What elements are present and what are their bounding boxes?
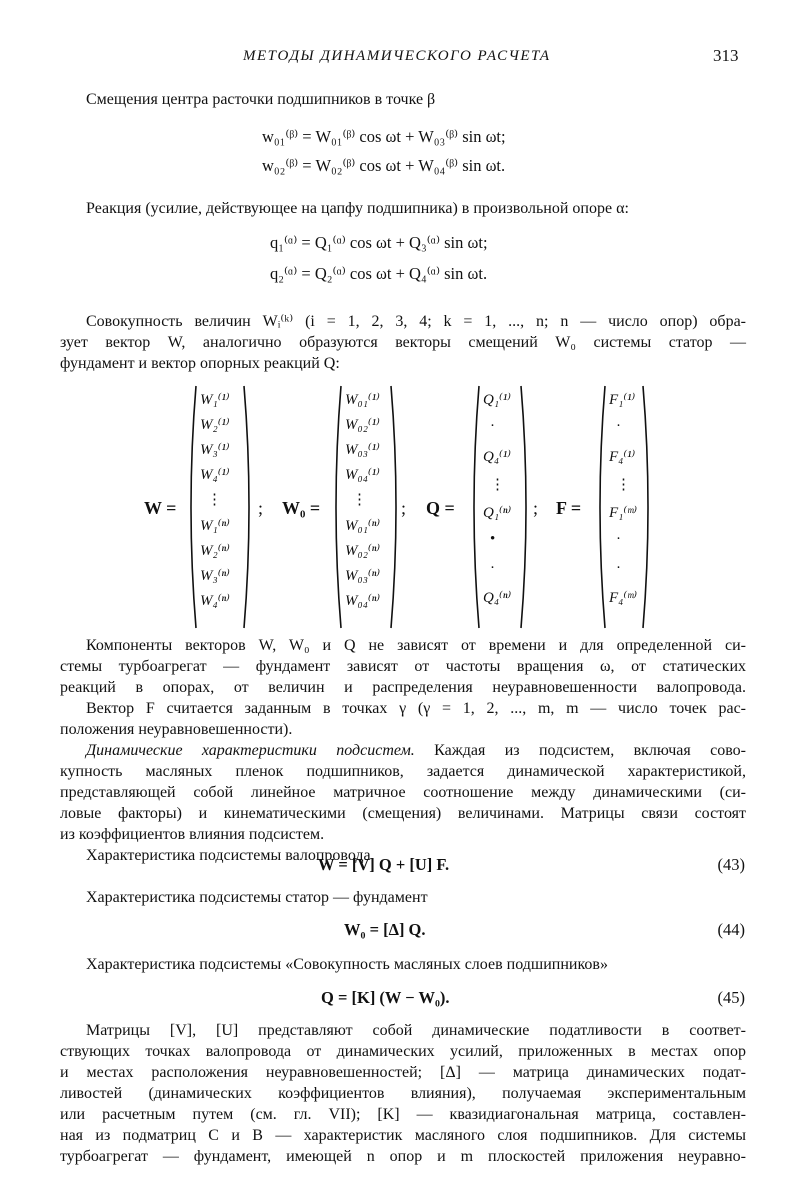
paragraph: Характеристика подсистемы валопровода [86,847,371,864]
matrix-entry: F₄⁽ᵐ⁾ [609,589,638,606]
equation: Q = [K] (W − W₀). [321,988,450,1007]
matrix-entry: Q₄⁽¹⁾ [483,448,511,465]
matrix-entry: W₀₃⁽ⁿ⁾ [345,567,381,584]
equation: q₁⁽ᵅ⁾ = Q₁⁽ᵅ⁾ cos ωt + Q₃⁽ᵅ⁾ sin ωt; [270,233,488,252]
right-parenthesis [244,386,249,628]
matrix-entry: W₀₃⁽¹⁾ [345,442,380,459]
matrix-w0 [332,384,400,630]
matrix-label-f: F = [556,498,582,518]
matrix-entry: Q₁⁽¹⁾ [483,392,511,408]
paragraph: Реакция (усилие, действующее на цапфу подшипника) в произвольной опоре α: [86,200,629,217]
paragraph-line: стемы турбоагрегат — фундамент зависят от частоты вращения ω, от статических [60,658,746,675]
paragraph-line: представляющей собой линейное матричное соотношение между динамическими (си- [60,784,746,801]
paragraph-line: купность масляных пленок подшипников, задается динамической характеристикой, [60,763,746,780]
matrix-label-w0: W₀ = [282,498,321,518]
matrix-entry: Q₄⁽ⁿ⁾ [483,589,512,606]
paragraph-line: Совокупность величин Wᵢ⁽ᵏ⁾ (i = 1, 2, 3, 4; k = 1, ..., n; n — число опор) обра- [86,313,746,330]
page-number: 313 [713,46,739,65]
matrix-entry: W₄⁽¹⁾ [200,467,230,484]
matrix-entry: W₁⁽¹⁾ [200,392,230,408]
matrix-separator: ; [258,498,264,518]
paragraph: Смещения центра расточки подшипников в точке β [86,91,436,108]
matrix-separator: ; [533,498,539,518]
equation: w₀₁⁽ᵝ⁾ = W₀₁⁽ᵝ⁾ cos ωt + W₀₃⁽ᵝ⁾ sin ωt; [262,127,506,146]
paragraph-line: Матрицы [V], [U] представляют собой динамические податливости в соответ- [86,1022,746,1039]
matrix-entry: W₀₂⁽ⁿ⁾ [345,542,381,559]
matrix-entry: · [616,531,621,548]
right-parenthesis [521,386,526,628]
equation-number: (43) [717,855,745,874]
paragraph-line: реакций в опорах, от величин и распределения неуравновешенности валопровода. [60,679,746,696]
matrix-entry: W₀₁⁽¹⁾ [345,392,380,408]
matrix-label-w: W = [144,498,177,518]
matrix-entry: W₀₁⁽ⁿ⁾ [345,517,381,534]
equation-number: (44) [717,920,745,939]
paragraph-line: ливостей (динамических коэффициентов влияния), получаемая экспериментальным [60,1085,746,1102]
matrix-entry: F₁⁽¹⁾ [609,392,636,408]
matrix-entry: F₁⁽ᵐ⁾ [609,505,638,521]
paragraph-line [86,741,746,761]
matrix-entry: · [616,418,621,435]
left-parenthesis [474,386,479,628]
matrix-entry: Q₁⁽ⁿ⁾ [483,505,512,521]
matrix-w [187,384,253,630]
matrix-separator: ; [401,498,407,518]
right-parenthesis [391,386,396,628]
paragraph-line: ствующих точках валопровода от динамических усилий, приложенных в местах опор [60,1043,746,1060]
matrix-entry: W₃⁽¹⁾ [200,442,230,459]
matrix-entry: ⋮ [207,492,222,509]
matrix-f [596,384,652,630]
matrix-entry: • [490,531,496,548]
matrix-entry: ⋮ [490,476,505,493]
matrix-q [470,384,530,630]
paragraph-line: Компоненты векторов W, W₀ и Q не зависят от времени и для определенной си- [86,637,746,654]
right-parenthesis [643,386,648,628]
paragraph-line: турбоагрегат — фундамент, имеющей n опор и m плоскостей приложения неуравно- [60,1148,746,1165]
matrix-label-q: Q = [426,498,455,518]
paragraph-line: Вектор F считается заданным в точках γ (γ = 1, 2, ..., m, m — число точек рас- [86,700,746,717]
left-parenthesis [600,386,605,628]
equation: W₀ = [Δ] Q. [344,920,426,939]
matrix-entry: ⋮ [616,476,631,493]
left-parenthesis [191,386,196,628]
equation: w₀₂⁽ᵝ⁾ = W₀₂⁽ᵝ⁾ cos ωt + W₀₄⁽ᵝ⁾ sin ωt. [262,156,506,175]
running-header: МЕТОДЫ ДИНАМИЧЕСКОГО РАСЧЕТА [243,48,551,64]
paragraph-line: или расчетным путем (см. гл. VII); [K] — квазидиагональная матрица, составлен- [60,1106,746,1123]
matrix-entry: W₂⁽¹⁾ [200,417,230,434]
matrix-entry: · [490,418,495,435]
equation-number: (45) [717,988,745,1007]
matrix-entry: · [616,559,621,576]
paragraph-line: ная из подматриц C и B — характеристик масляного слоя подшипников. Для системы [60,1127,746,1144]
paragraph-text: Каждая из подсистем, включая сово- [414,742,746,759]
matrix-entry: F₄⁽¹⁾ [609,448,636,465]
matrix-entry: W₃⁽ⁿ⁾ [200,567,230,584]
matrix-entry: W₄⁽ⁿ⁾ [200,592,230,609]
paragraph-line: ловые факторы) и кинематическими (смещения) величинами. Матрицы связи состоят [60,805,746,822]
paragraph-line: зует вектор W, аналогично образуются векторы смещений W₀ системы статор — [60,334,746,351]
matrix-entry: W₁⁽ⁿ⁾ [200,517,230,534]
matrix-entry: · [490,559,495,576]
matrix-entry: W₀₄⁽ⁿ⁾ [345,592,381,609]
equation: W = [V] Q + [U] F. [318,855,450,874]
italic-heading: Динамические характеристики подсистем. [86,742,415,759]
matrix-entry: ⋮ [352,492,367,509]
matrix-entry: W₀₄⁽¹⁾ [345,467,380,484]
matrix-entry: W₀₂⁽¹⁾ [345,417,380,434]
paragraph: Характеристика подсистемы «Совокупность масляных слоев подшипников» [86,956,608,973]
equation: q₂⁽ᵅ⁾ = Q₂⁽ᵅ⁾ cos ωt + Q₄⁽ᵅ⁾ sin ωt. [270,264,488,283]
matrix-entry: W₂⁽ⁿ⁾ [200,542,230,559]
paragraph-line: и местах расположения неуравновешенностей; [Δ] — матрица динамических подат- [60,1064,746,1081]
left-parenthesis [336,386,341,628]
paragraph-line: фундамент и вектор опорных реакций Q: [60,355,340,372]
paragraph: Характеристика подсистемы статор — фундамент [86,889,428,906]
paragraph-line: положения неуравновешенности). [60,721,293,738]
paragraph-line: из коэффициентов влияния подсистем. [60,826,325,843]
